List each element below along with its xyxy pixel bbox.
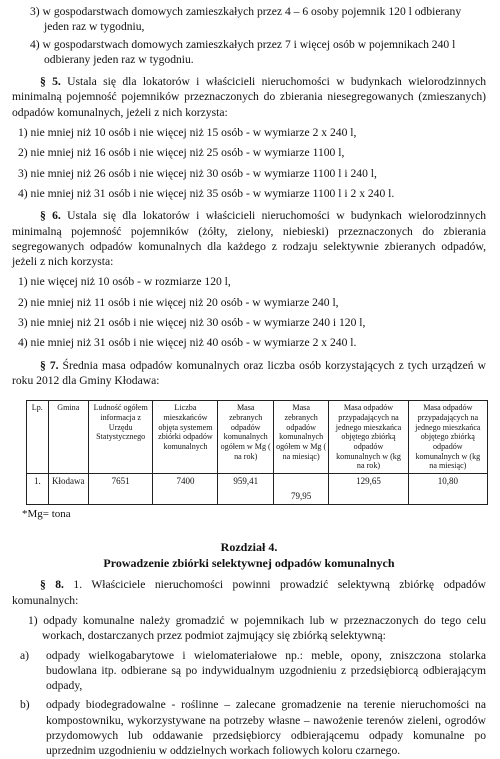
section-5-paragraph bbox=[12, 74, 486, 120]
list-item: 2) nie mniej niż 11 osób i nie więcej niż 20 osób - w wymiarze 240 l, bbox=[18, 295, 339, 309]
table-cell: 7651 bbox=[88, 474, 152, 505]
table-header: Lp. bbox=[27, 401, 49, 474]
table-cell: 79,95 bbox=[273, 474, 328, 505]
sub-item-text: odpady wielkogabarytowe i wielomateriałowe np.: meble, opony, zniszczona stolarka budowlana itp. odbierane są po indywidualnym uzgodnieniu z przedsiębiorcą odbierającym odpady, bbox=[46, 648, 486, 693]
list-item: 4) nie mniej niż 31 osób i nie więcej niż 40 osób - w wymiarze 2 x 240 l. bbox=[18, 336, 357, 350]
list-item: 1) odpady komunalne należy gromadzić w pojemnikach lub w przeznaczonych do tego celu workach, dostarczanych przez podmiot zajmujący się zbiórką selektywną: bbox=[28, 613, 486, 643]
section-7-text: Średnia masa odpadów komunalnych oraz liczba osób korzystających z tych urządzeń w roku 2012 dla Gminy Kłodawa: bbox=[12, 358, 486, 387]
table-row bbox=[27, 474, 488, 505]
table-cell: 129,65 bbox=[329, 474, 408, 505]
list-item: 2) nie mniej niż 16 osób i nie więcej niż 25 osób - w wymiarze 1100 l, bbox=[18, 146, 345, 160]
table-cell: Kłodawa bbox=[48, 474, 88, 505]
section-6-paragraph bbox=[12, 208, 486, 269]
sub-item-label: a) bbox=[20, 648, 30, 662]
list-item: 1) nie mniej niż 10 osób i nie więcej niż 15 osób - w wymiarze 2 x 240 l, bbox=[18, 126, 357, 140]
chapter-number: Rozdział 4. bbox=[220, 539, 278, 554]
list-item: 3) nie mniej niż 21 osób i nie więcej niż 30 osób - w wymiarze 240 i 120 l, bbox=[18, 316, 366, 330]
list-item: 4) nie mniej niż 31 osób i nie więcej niż 35 osób - w wymiarze 1100 l i 2 x 240 l. bbox=[18, 186, 395, 200]
list-item: 4) w gospodarstwach domowych zamieszkałych przez 7 i więcej osób w pojemnikach 240 l odbierany jeden raz w tygodniu. bbox=[30, 37, 456, 66]
chapter-title: Prowadzenie zbiórki selektywnej odpadów komunalnych bbox=[103, 555, 395, 570]
table-header: Liczba mieszkańców objęta systemem zbiórki odpadów komunalnych bbox=[153, 401, 218, 474]
section-5-text: Ustala się dla lokatorów i właścicieli nieruchomości w budynkach wielorodzinnych minimalną pojemność pojemników przeznaczonych do zbierania niesegregowanych (zmieszanych) odpadów komunalnych, jeżeli z nich korzysta: bbox=[12, 75, 487, 119]
table-cell: 7400 bbox=[153, 474, 218, 505]
section-5-label: § 5. bbox=[40, 75, 61, 89]
sub-item-text: odpady biodegradowalne - roślinne – zalecane gromadzenie na terenie nieruchomości na kompostowniku, wykorzystywane na potrzeby własne – nawożenie terenów zieleni, ogrodów przydomowych lub oddawanie przedsiębiorcy odbierającemu odpady komunalne po uprzednim uzgodnieniu w oddzielnych workach foliowych koloru czarnego. bbox=[46, 698, 486, 758]
sub-list-item bbox=[12, 697, 486, 758]
table-cell: 1. bbox=[27, 474, 49, 505]
section-8-paragraph bbox=[12, 577, 486, 608]
sub-list-item bbox=[12, 648, 486, 694]
table-header: Gmina bbox=[48, 401, 88, 474]
table-header-row bbox=[27, 401, 488, 474]
section-6-text: Ustala się dla lokatorów i właścicieli nieruchomości w budynkach wielorodzinnych minimalną pojemność pojemników (żółty, zielony, niebieski) przeznaczonych do zbierania segregowanych odpadów komunalnych dla każdego z rodzaju selektywnie zbieranych odpadów, jeżeli z nich korzysta: bbox=[12, 209, 487, 269]
table-header: Masa zebranych odpadów komunalnych ogółem w Mg ( na miesiąc) bbox=[273, 401, 328, 474]
waste-statistics-table bbox=[26, 400, 488, 505]
table-header: Masa zebranych odpadów komunalnych ogółem w Mg ( na rok) bbox=[218, 401, 273, 474]
table-cell: 959,41 bbox=[218, 474, 273, 505]
section-8-text: 1. Właściciele nieruchomości powinni prowadzić selektywną zbiórkę odpadów komunalnych: bbox=[12, 578, 486, 607]
list-item: 3) nie mniej niż 26 osób i nie więcej niż 30 osób - w wymiarze 1100 l i 240 l, bbox=[18, 166, 377, 180]
table-cell: 10,80 bbox=[408, 474, 487, 505]
table-header: Masa odpadów przypadających na jednego mieszkańca objętego zbiórką odpadów komunalnych w (kg na rok) bbox=[329, 401, 408, 474]
section-7-label: § 7. bbox=[40, 358, 59, 372]
sub-item-label: b) bbox=[20, 698, 30, 712]
list-item: 1) nie więcej niż 10 osób - w rozmiarze 120 l, bbox=[18, 275, 231, 289]
list-item: 3) w gospodarstwach domowych zamieszkałych przez 4 – 6 osoby pojemnik 120 l odbierany jeden raz w tygodniu, bbox=[30, 5, 462, 34]
section-6-label: § 6. bbox=[40, 209, 61, 223]
section-8-label: § 8. bbox=[40, 578, 64, 592]
section-7-paragraph bbox=[12, 358, 486, 389]
table-header: Masa odpadów przypadających na jednego mieszkańca objętego zbiórką odpadów komunalnych w (kg na miesiąc) bbox=[408, 401, 487, 474]
table-header: Ludność ogółem informacja z Urzędu Statystycznego bbox=[88, 401, 152, 474]
footnote: *Mg= tona bbox=[22, 508, 71, 521]
